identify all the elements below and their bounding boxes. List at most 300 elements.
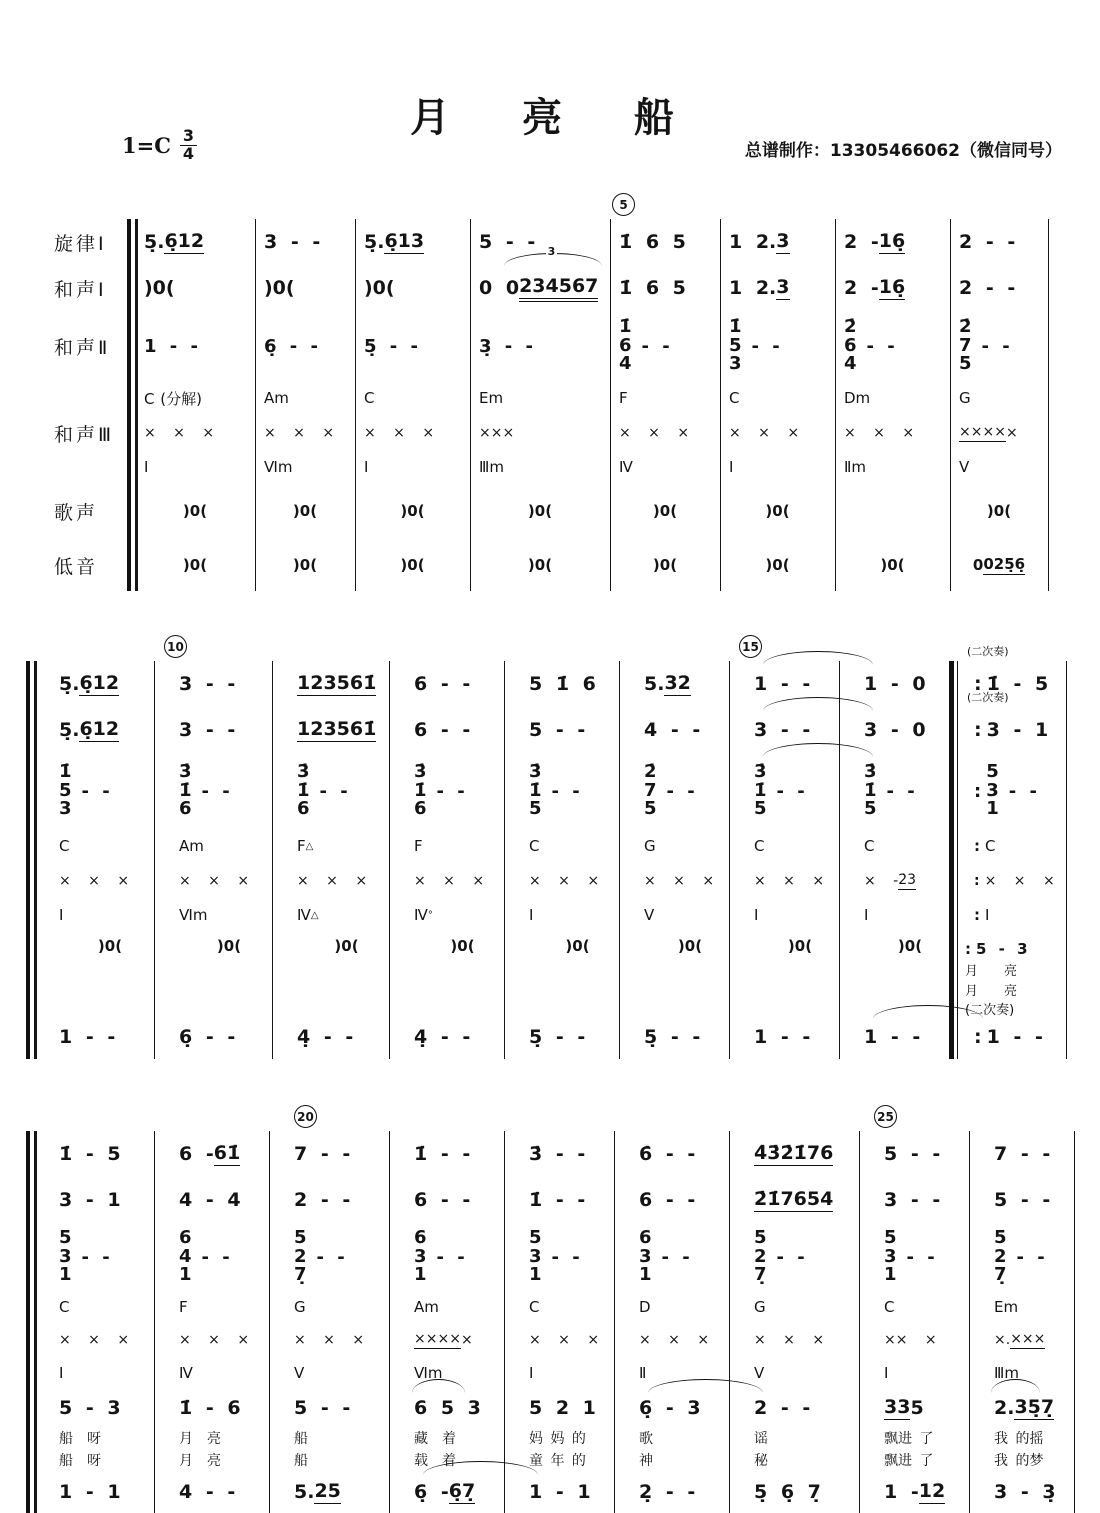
measure-cell: 3̇ - - xyxy=(529,1143,586,1165)
measure-cell: 船 呀 xyxy=(59,1431,101,1447)
measure-cell: 0 0 234567 3 xyxy=(470,265,610,311)
measure-cell: 2 - 16̣ xyxy=(844,230,906,253)
bass-row xyxy=(26,1015,1072,1059)
barline xyxy=(255,219,256,591)
measure-cell: × × × xyxy=(414,873,485,889)
barline xyxy=(950,219,951,591)
measure-cell: × × × xyxy=(754,1332,825,1348)
barline xyxy=(610,219,611,591)
melody1-row xyxy=(26,645,1072,707)
measure-cell: × × × xyxy=(529,873,600,889)
tuplet-number: 3 xyxy=(547,245,556,258)
measure-cell: 1 - - xyxy=(754,1026,811,1048)
measure-cell: 3 - 0 xyxy=(864,719,926,741)
measure-cell: 2 - 16̣ xyxy=(844,276,906,299)
measure-cell: Ⅰ xyxy=(59,1364,64,1382)
measure-cell: )0( xyxy=(880,556,905,574)
repeat-annotation: (二次奏) xyxy=(967,691,1009,704)
measure-cell: 3̇ 1̇ 5 - - xyxy=(529,761,580,820)
measure-cell: C xyxy=(364,389,375,407)
measure-cell: 2 - - xyxy=(959,277,1016,299)
measure-cell: × × × xyxy=(729,425,800,441)
measure-cell: )0( xyxy=(182,502,208,520)
measure-cell: G xyxy=(959,389,971,407)
measure-cell: 船 呀 xyxy=(59,1453,101,1469)
measure-cell: 6 - - xyxy=(414,719,471,741)
vocal-row xyxy=(26,931,1072,1018)
measure-cell: )0( xyxy=(765,556,790,574)
measure-cell: Ⅰ xyxy=(864,906,869,924)
measure-cell: × × × xyxy=(754,873,825,889)
repeat-barline xyxy=(949,661,954,1059)
measure-cell: C xyxy=(59,1298,70,1316)
measure-cell: )0( xyxy=(400,502,425,520)
measure-cell: 1 2. 3 xyxy=(729,230,790,253)
measure-cell: 5 - - xyxy=(294,1397,351,1419)
measure-cell: 3 - - xyxy=(179,719,236,741)
measure-cell: C (分解) xyxy=(144,389,202,408)
part-label: 和声Ⅰ xyxy=(54,278,107,301)
barline xyxy=(729,1131,730,1513)
barline xyxy=(619,661,620,1059)
measure-number-5: 5 xyxy=(612,193,635,216)
measure-number-15: 15 xyxy=(739,635,762,658)
barline xyxy=(835,219,836,591)
repeat-annotation: (二次奏) xyxy=(967,645,1009,658)
measure-cell: G xyxy=(294,1298,306,1316)
measure-cell: × × × xyxy=(364,425,435,441)
measure-cell: ×. ××× xyxy=(994,1331,1046,1348)
measure-cell: )0( xyxy=(677,937,703,955)
measure-cell: 6̇ - - xyxy=(639,1143,696,1165)
label-spacer xyxy=(30,451,135,483)
measure-cell: × × × xyxy=(639,1332,710,1348)
measure-cell: Ⅴ xyxy=(294,1364,305,1382)
harmony3-row xyxy=(30,415,1054,451)
measure-cell: 5 1̇ 6 xyxy=(529,673,596,695)
measure-cell: : 5 - 3 月 亮 月 亮 (二次奏) xyxy=(965,937,1082,1021)
measure-cell: Ⅵm xyxy=(179,906,208,924)
measure-cell: Ⅲm xyxy=(994,1364,1019,1382)
measure-cell: 飘进 了 xyxy=(884,1453,934,1469)
measure-cell: 12 35 61̇ xyxy=(297,718,377,740)
chord-name-row xyxy=(26,829,1072,863)
measure-cell: 5 - - xyxy=(994,1189,1051,1211)
measure-cell: )0( xyxy=(364,277,395,299)
measure-cell: 3̇ 1̇ 6 - - xyxy=(179,761,230,820)
measure-cell: 5 3 1 - - xyxy=(529,1227,580,1286)
measure-cell: 1̇ 6 5 xyxy=(619,277,686,299)
measure-cell: 1 - - xyxy=(745,661,855,707)
barline xyxy=(504,661,505,1059)
measure-cell: 5 - - xyxy=(529,719,586,741)
measure-cell: 4 - 4 xyxy=(179,1189,241,1211)
measure-cell: Ⅰ xyxy=(529,906,534,924)
barline xyxy=(389,661,390,1059)
measure-cell: 4 - - xyxy=(179,1481,236,1503)
measure-cell: Ⅲm xyxy=(479,458,504,476)
measure-cell: × × × xyxy=(644,873,715,889)
measure-cell: 5 2 7̣ - - xyxy=(754,1227,805,1286)
harmony2-row xyxy=(26,753,1072,829)
repeat-dots: : xyxy=(974,719,982,741)
harmony2-row xyxy=(30,311,1054,381)
measure-cell: Em xyxy=(479,389,504,407)
measure-cell: 1̇ - 5 xyxy=(59,1143,121,1165)
measure-cell: Ⅱm xyxy=(844,458,866,476)
measure-cell: 7 - - xyxy=(994,1143,1051,1165)
measure-cell: 我 的摇 xyxy=(994,1431,1044,1447)
roman-numeral-row xyxy=(26,899,1072,931)
system-bracket xyxy=(26,1131,30,1513)
measure-number-25: 25 xyxy=(874,1105,897,1128)
part-label: 低音 xyxy=(54,555,99,578)
measure-cell: 2 - - xyxy=(294,1189,351,1211)
barline xyxy=(154,661,155,1059)
measure-cell: 我 的梦 xyxy=(994,1453,1044,1469)
repeat-dots: : xyxy=(974,837,980,855)
measure-cell: : 5 3 1 - - xyxy=(974,761,1037,820)
measure-cell: 5̣. 6̣13 xyxy=(364,230,425,253)
repeat-dots: : xyxy=(974,780,982,802)
repeat-dots: : xyxy=(974,673,982,695)
barline xyxy=(135,219,138,591)
measure-cell: 33 5 xyxy=(884,1396,924,1419)
measure-cell: 4̇3̇ 2̇1̇ 76 xyxy=(754,1142,834,1164)
measure-cell: Ⅰ xyxy=(729,458,734,476)
measure-cell: 月 亮 xyxy=(179,1431,221,1447)
measure-cell: 5 3 1 - - xyxy=(59,1227,110,1286)
lyrics-verse1-row xyxy=(26,1427,1080,1449)
system-bracket xyxy=(26,661,30,1059)
measure-cell: C xyxy=(529,1298,540,1316)
measure-cell: 2̇ 7 5 - - xyxy=(644,761,695,820)
measure-cell: 12 35 61̇ xyxy=(297,672,377,694)
measure-cell: Ⅰ xyxy=(144,458,149,476)
barline xyxy=(470,219,471,591)
part-label: 歌声 xyxy=(54,501,99,524)
measure-cell: 5̣ - - xyxy=(364,335,418,357)
measure-cell: 5̣. 6̣12 xyxy=(59,718,120,741)
measure-cell: Ⅵm xyxy=(264,458,293,476)
measure-cell: C xyxy=(864,837,875,855)
measure-cell xyxy=(835,483,950,539)
measure-cell: Ⅰ xyxy=(884,1364,889,1382)
time-numerator: 3 xyxy=(180,128,197,146)
repeat-dots: : xyxy=(974,1026,982,1048)
measure-cell: 秘 xyxy=(754,1453,768,1469)
key-label: 1=C xyxy=(122,132,171,158)
measure-cell: Am xyxy=(414,1298,439,1316)
measure-cell: ×× ×× × xyxy=(414,1331,473,1348)
measure-cell: Ⅰ xyxy=(364,458,369,476)
measure-cell: 2̇ 6 4 - - xyxy=(844,316,895,375)
measure-cell: )0( xyxy=(292,502,318,520)
measure-cell: × × × xyxy=(179,873,250,889)
measure-cell: )0( xyxy=(765,502,790,520)
measure-cell: 1 - 1 xyxy=(529,1481,591,1503)
measure-cell: C xyxy=(529,837,540,855)
measure-cell: 2̇1̇ 76 54 xyxy=(754,1188,834,1210)
measure-cell: )0( xyxy=(144,277,175,299)
measure-cell: 7 - - xyxy=(294,1143,351,1165)
credit-line: 总谱制作：13305466062（微信同号） xyxy=(744,141,1062,161)
measure-cell: )0( xyxy=(450,937,475,955)
measure-cell: Ⅳ xyxy=(619,458,633,476)
barline xyxy=(389,1131,390,1513)
measure-cell: 5. 25 xyxy=(294,1480,341,1503)
melody1-row xyxy=(26,1131,1080,1177)
measure-cell: F xyxy=(619,389,628,407)
measure-cell: C xyxy=(729,389,740,407)
measure-cell: ×× × xyxy=(884,1332,937,1348)
measure-cell: × × × xyxy=(179,1332,250,1348)
measure-cell: 6̣ - - xyxy=(264,335,318,357)
harmony2-row xyxy=(26,1223,1080,1291)
measure-cell: 1 - 1 xyxy=(59,1481,121,1503)
measure-cell: : × × × xyxy=(974,873,1055,889)
barline xyxy=(34,661,37,1059)
chord-name-row xyxy=(30,381,1054,415)
measure-cell: C xyxy=(59,837,70,855)
measure-cell: )0( xyxy=(787,937,813,955)
measure-cell: 1̇ 5 3 - - xyxy=(59,761,110,820)
measure-cell: × × × xyxy=(264,425,335,441)
measure-cell: × × × xyxy=(144,425,215,441)
measure-cell: )0( xyxy=(264,277,295,299)
measure-cell: 1̇ 6 5 xyxy=(619,231,686,253)
barline xyxy=(154,1131,155,1513)
measure-cell: Ⅳ xyxy=(179,1364,193,1382)
measure-cell: 1 - 12 xyxy=(884,1480,946,1503)
measure-cell: 4 - - xyxy=(644,719,701,741)
measure-cell: 1̇ - - xyxy=(414,1143,471,1165)
measure-cell: 1̇ 5 3 - - xyxy=(729,316,780,375)
measure-cell: 4̣ - - xyxy=(297,1026,354,1048)
measure-cell: × - 2̇3 xyxy=(864,872,917,889)
measure-cell: Ⅵm xyxy=(414,1364,443,1382)
measure-cell: C xyxy=(884,1298,895,1316)
measure-cell: 6 - - xyxy=(414,1189,471,1211)
barline xyxy=(355,219,356,591)
lyrics-lines: 月 亮 月 亮 (二次奏) xyxy=(965,964,1018,1018)
harmony1-row xyxy=(30,245,1054,311)
measure-cell: 6 - - xyxy=(414,673,471,695)
measure-cell: 6̣ - - xyxy=(179,1026,236,1048)
measure-cell: 4̣ - - xyxy=(414,1026,471,1048)
measure-cell: )0( xyxy=(652,502,678,520)
measure-cell: Dm xyxy=(844,389,871,407)
measure-cell: 6 - - xyxy=(639,1189,696,1211)
measure-cell: × × × xyxy=(297,873,368,889)
measure-cell: 神 xyxy=(639,1453,653,1469)
measure-cell: 3 - 3̣ xyxy=(994,1481,1056,1503)
measure-cell: 3 - - xyxy=(179,673,236,695)
barline xyxy=(1066,661,1067,1059)
measure-cell: 船 xyxy=(294,1453,308,1469)
repeat-dots: : xyxy=(974,873,980,889)
barline xyxy=(729,661,730,1059)
measure-cell: 6̣ - 6̣7̣ xyxy=(405,1471,520,1513)
system-bracket xyxy=(127,219,131,591)
measure-cell: 1 2. 3 xyxy=(729,276,790,299)
measure-cell: 3̣ - - xyxy=(479,335,533,357)
measure-cell: 3̇ 1̇ 5 - - xyxy=(864,761,915,820)
measure-cell: 1̇ - - xyxy=(529,1189,586,1211)
measure-cell: F △ xyxy=(297,837,314,855)
measure-cell: Am xyxy=(179,837,204,855)
measure-cell: Ⅴ xyxy=(754,1364,765,1382)
barline xyxy=(1048,219,1049,591)
measure-cell: 2 - - xyxy=(959,231,1016,253)
measure-cell: 6 - 61̇ xyxy=(179,1142,241,1165)
measure-cell: 0 025̣6̣ xyxy=(972,555,1026,574)
part-label: 和声Ⅱ xyxy=(54,336,111,359)
measure-cell: G xyxy=(754,1298,766,1316)
measure-cell: × × × xyxy=(59,873,130,889)
score-header xyxy=(0,0,1100,185)
measure-cell: 藏 着 xyxy=(414,1431,456,1447)
measure-cell: 1 - 0 xyxy=(864,673,926,695)
measure-cell: 5 - 3 xyxy=(59,1397,121,1419)
barline xyxy=(504,1131,505,1513)
vocal-row xyxy=(26,1389,1080,1427)
label-spacer xyxy=(30,381,135,415)
measure-cell: 船 xyxy=(294,1431,308,1447)
measure-cell: (二次奏) : 3 - 1 xyxy=(967,691,1049,741)
barline xyxy=(614,1131,615,1513)
measure-cell: 6 5 3 xyxy=(405,1389,520,1427)
measure-cell: 2̇ 7 5 - - xyxy=(959,316,1010,375)
measure-cell: 飘进 了 xyxy=(884,1431,934,1447)
part-label: 和声Ⅲ xyxy=(54,423,115,446)
measure-cell: 5 - - xyxy=(884,1143,941,1165)
measure-cell: 月 亮 xyxy=(179,1453,221,1469)
measure-cell: Ⅰ xyxy=(529,1364,534,1382)
measure-cell: 5 2 7̣ - - xyxy=(994,1227,1045,1286)
measure-cell: Ⅱ xyxy=(639,1364,647,1382)
measure-cell: 5̣. 6̣12 xyxy=(59,672,120,695)
measure-cell: × × × xyxy=(619,425,690,441)
measure-number-20: 20 xyxy=(294,1105,317,1128)
barline xyxy=(34,1131,37,1513)
bass-row xyxy=(30,539,1054,591)
measure-cell: 3 - - xyxy=(745,707,855,753)
measure-cell: Am xyxy=(264,389,289,407)
measure-cell: 5̣ 6̣ 7̣ xyxy=(754,1481,821,1503)
measure-cell: 5̣. 6̣12 xyxy=(144,230,205,253)
harmony3-row xyxy=(26,1323,1080,1357)
measure-cell: Ⅳ ° xyxy=(414,906,433,924)
measure-cell: Ⅴ xyxy=(644,906,655,924)
system-2 xyxy=(26,635,1072,1059)
system-3 xyxy=(26,1105,1080,1513)
measure-cell: ×× ×× × xyxy=(959,424,1018,441)
roman-numeral-row xyxy=(30,451,1054,483)
measure-cell: 3̇ 1̇ 6 - - xyxy=(297,761,348,820)
measure-cell: × × × xyxy=(294,1332,365,1348)
harmony1-row xyxy=(26,1177,1080,1223)
measure-cell: 5 - - xyxy=(479,231,536,253)
measure-cell: 1 - - xyxy=(855,1015,965,1059)
measure-cell: Ⅳ △ xyxy=(297,906,319,924)
measure-cell: )0( xyxy=(652,556,678,574)
measure-cell: 3̇ 1̇ 6 - - xyxy=(414,761,465,820)
measure-cell: )0( xyxy=(527,556,553,574)
measure-cell: 5̣ - - xyxy=(644,1026,701,1048)
measure-cell: )0( xyxy=(334,937,359,955)
measure-cell: F xyxy=(414,837,423,855)
measure-cell: 歌 xyxy=(639,1431,653,1447)
measure-cell: 妈 妈 的 xyxy=(529,1431,586,1447)
measure-number-band xyxy=(26,635,1072,661)
measure-cell: 1̇ 6 4 - - xyxy=(619,316,670,375)
harmony3-row xyxy=(26,863,1072,899)
system-1 xyxy=(30,193,1054,591)
measure-cell: 1 - - xyxy=(59,1026,116,1048)
measure-cell: × × × xyxy=(529,1332,600,1348)
measure-number-band xyxy=(26,1105,1080,1131)
score-body xyxy=(0,193,1100,1513)
measure-cell: 5 3 1 - - xyxy=(884,1227,935,1286)
measure-cell: 2. 35̣7̣ xyxy=(985,1389,1090,1427)
measure-cell: 童 年 的 xyxy=(529,1453,586,1469)
barline xyxy=(969,1131,970,1513)
time-denominator: 4 xyxy=(182,143,195,163)
measure-number-10: 10 xyxy=(164,635,187,658)
measure-cell: 6 3 1 - - xyxy=(414,1227,465,1286)
measure-cell: G xyxy=(644,837,656,855)
measure-cell: (二次奏) : 1̇ - 5 xyxy=(967,645,1049,695)
measure-cell: 1 - - xyxy=(144,335,198,357)
measure-cell: Em xyxy=(994,1298,1019,1316)
measure-cell: 3 - - xyxy=(264,231,321,253)
measure-cell: 1̇ - 6 xyxy=(179,1397,241,1419)
measure-cell: )0( xyxy=(897,937,923,955)
measure-cell: )0( xyxy=(182,556,208,574)
barline xyxy=(272,661,273,1059)
measure-cell: × × × xyxy=(844,425,915,441)
vocal-row xyxy=(30,483,1054,539)
measure-cell: : 1 - - xyxy=(974,1026,1043,1048)
part-label: 旋律Ⅰ xyxy=(54,232,107,255)
measure-cell: Ⅰ xyxy=(59,906,64,924)
repeat-dots: : xyxy=(974,906,980,924)
measure-cell: 3̇ 1̇ 5 - - xyxy=(745,753,855,829)
repeat-dots: : xyxy=(965,940,971,958)
measure-cell: )0( xyxy=(292,556,318,574)
measure-cell: 6 3 1 - - xyxy=(639,1227,690,1286)
measure-cell: 载 着 xyxy=(414,1453,456,1469)
measure-cell: × × × xyxy=(59,1332,130,1348)
harmony1-row xyxy=(26,691,1072,753)
barline xyxy=(859,1131,860,1513)
measure-cell: C xyxy=(754,837,765,855)
roman-numeral-row xyxy=(26,1357,1080,1389)
barline xyxy=(1074,1131,1075,1513)
page-title: 月 亮 船 xyxy=(410,95,690,141)
barline xyxy=(269,1131,270,1513)
lyrics-verse2-row xyxy=(26,1449,1080,1471)
measure-cell: D xyxy=(639,1298,651,1316)
measure-cell: )0( xyxy=(216,937,242,955)
measure-cell: 2̣ - - xyxy=(639,1481,696,1503)
barline xyxy=(839,661,840,1059)
chord-name-row xyxy=(26,1291,1080,1323)
measure-cell: Ⅰ xyxy=(754,906,759,924)
measure-cell: )0( xyxy=(527,502,553,520)
measure-number-band xyxy=(30,193,1054,219)
